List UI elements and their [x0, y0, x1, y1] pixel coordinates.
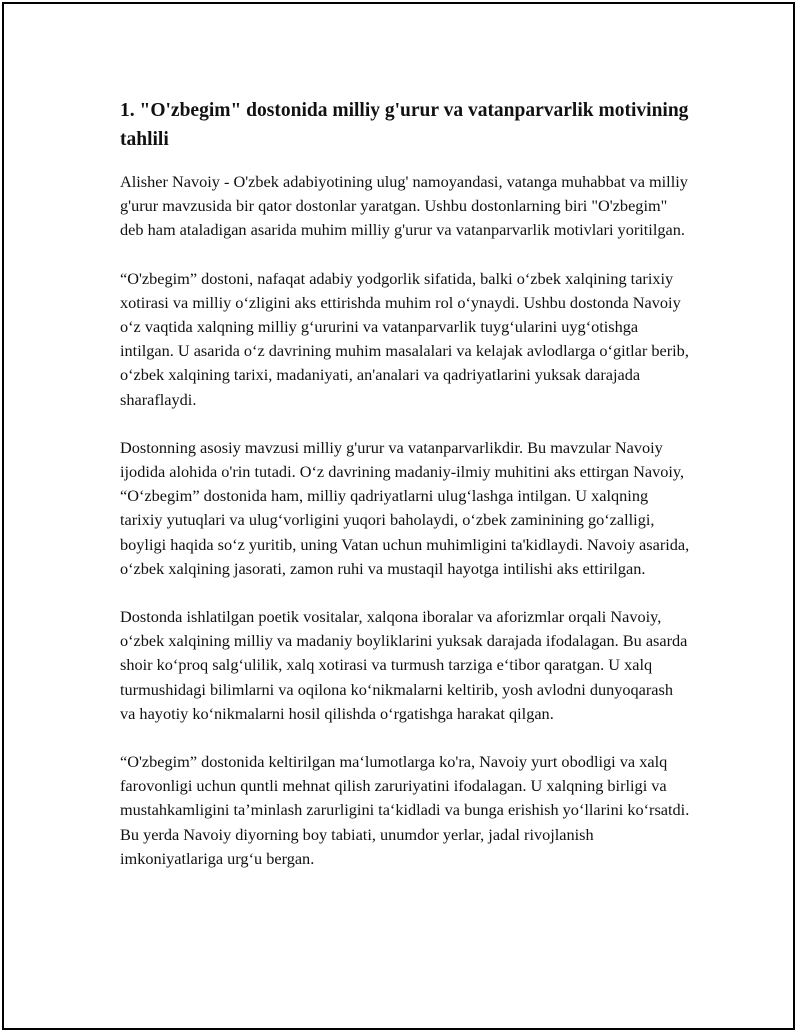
document-body	[120, 96, 692, 895]
section-title: 1. "O'zbegim" dostonida milliy g'urur va vatanparvarlik motivining tahlili	[120, 100, 689, 150]
page-frame	[2, 2, 795, 1030]
paragraph-intro: Alisher Navoiy - O'zbek adabiyotining ulug' namoyandasi, vatanga muhabbat va milliy g'urur mavzusida bir qator dostonlar yaratgan. Ushbu dostonlarning biri "O'zbegim" deb ham ataladigan asarida muhim milliy g'urur va vatanparvarlik motivlari yoritilgan.	[120, 172, 688, 240]
paragraph-main-theme: Dostonning asosiy mavzusi milliy g'urur va vatanparvarlikdir. Bu mavzular Navoiy ijodida alohida o'rin tutadi. O‘z davrining madaniy-ilmiy muhitini aks ettirgan Navoiy, “O‘zbegim” dostonida ham, milliy qadriyatlarni ulug‘lashga intilgan. U xalqning tarixiy yutuqlari va ulug‘vorligini yuqori baholaydi, o‘zbek zaminining go‘zalligi, boyligi haqida so‘z yuritib, uning Vatan uchun muhimligini ta'kidlaydi. Navoiy asarida, o‘zbek xalqining jasorati, zamon ruhi va mustaqil hayotga intilishi aks ettirilgan.	[120, 437, 690, 578]
paragraph-historical-memory: “O'zbegim” dostoni, nafaqat adabiy yodgorlik sifatida, balki o‘zbek xalqining tarixiy xotirasi va milliy o‘zligini aks ettirishda muhim rol o‘ynaydi. Ushbu dostonda Navoiy o‘z vaqtida xalqning milliy g‘ururini va vatanparvarlik tuyg‘ularini uyg‘otishga intilgan. U asarida o‘z davrining muhim masalalari va kelajak avlodlarga o‘gitlar berib, o‘zbek xalqining tarixi, madaniyati, an'analari va qadriyatlarini yuksak darajada sharaflaydi.	[120, 268, 689, 409]
paragraph-prosperity: “O'zbegim” dostonida keltirilgan ma‘lumotlarga ko'ra, Navoiy yurt obodligi va xalq farovonligi uchun quntli mehnat qilish zaruriyatini ifodalagan. U xalqning birligi va mustahkamligini ta’minlash zarurligini ta‘kidladi va bunga erishish yo‘llarini ko‘rsatdi. Bu yerda Navoiy diyorning boy tabiati, unumdor yerlar, jadal rivojlanish imkoniyatlariga urg‘u bergan.	[120, 752, 690, 868]
paragraph-poetic-devices: Dostonda ishlatilgan poetik vositalar, xalqona iboralar va aforizmlar orqali Navoiy, o‘zbek xalqining milliy va madaniy boyliklarini yuksak darajada ifodalagan. Bu asarda shoir ko‘proq salg‘ulilik, xalq xotirasi va turmush tarziga e‘tibor qaratgan. U xalq turmushidagi bilimlarni va oqilona ko‘nikmalarni keltirib, yosh avlodni dunyoqarash va hayotiy ko‘nikmalarni hosil qilishda o‘rgatishga harakat qilgan.	[120, 607, 688, 723]
